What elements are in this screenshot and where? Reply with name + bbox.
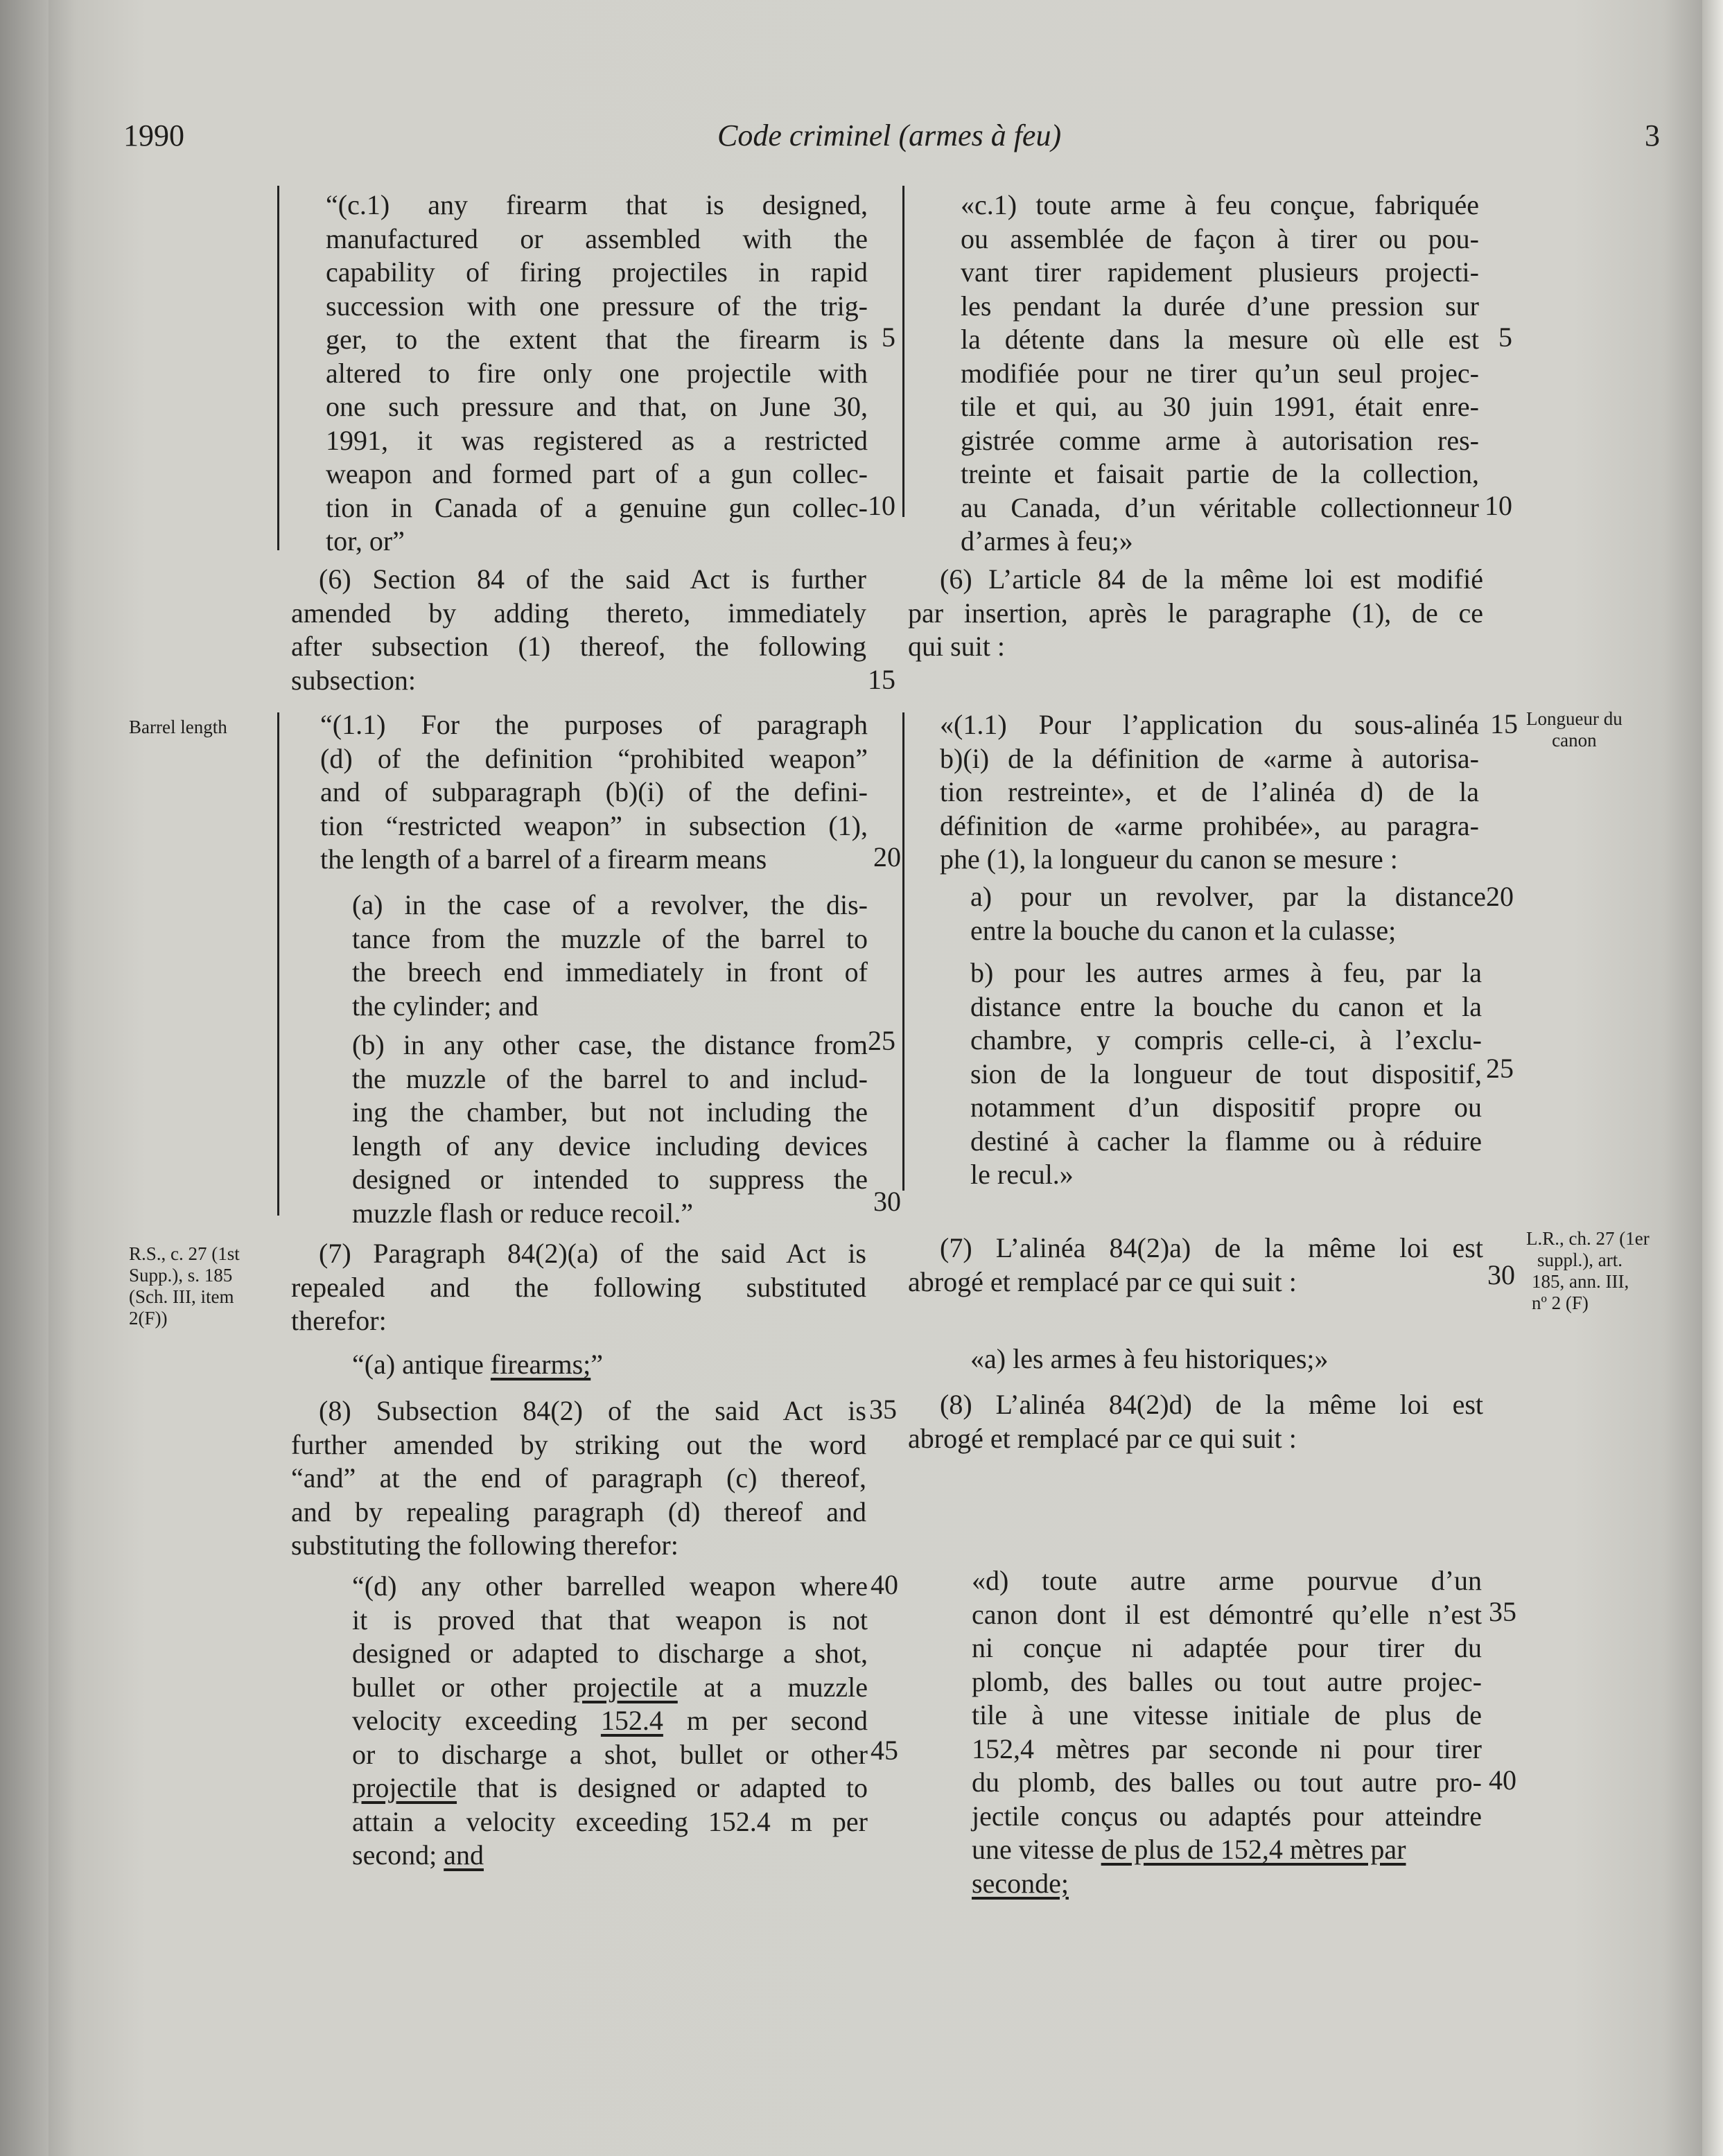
- text-line: plomb, des balles ou tout autre projec-: [972, 1665, 1482, 1697]
- text-line: (a) in the case of a revolver, the dis-: [352, 889, 868, 920]
- text-line: (6) Section 84 of the said Act is further: [319, 563, 866, 595]
- note-line: 2(F)): [129, 1308, 168, 1329]
- text-span: une vitesse: [972, 1834, 1101, 1865]
- text-line: succession with one pressure of the trig-: [326, 290, 868, 322]
- text-line: chambre, y compris celle-ci, à l’exclu-: [970, 1024, 1482, 1055]
- text-line: “(d) any other barrelled weapon where: [352, 1570, 868, 1602]
- change-bar-fr: [902, 186, 904, 517]
- text-line: d’armes à feu;»: [961, 525, 1133, 556]
- text-span: m per second: [663, 1705, 868, 1736]
- note-line: Supp.), s. 185: [129, 1265, 233, 1286]
- text-line: length of any device including devices: [352, 1130, 868, 1162]
- amended-text: de plus de 152,4 mètres par: [1101, 1834, 1406, 1865]
- text-line: one such pressure and that, on June 30,: [326, 391, 868, 422]
- note-line: canon: [1552, 730, 1597, 751]
- fr-subsection-8: [908, 1388, 1483, 1455]
- text-line: b)(i) de la définition de «arme à autorisa-: [940, 742, 1479, 774]
- text-line: ger, to the extent that the firearm is: [326, 324, 868, 355]
- text-line: the breech end immediately in front of: [352, 956, 868, 988]
- change-bar-en: [277, 186, 279, 550]
- text-line: repealed and the following substituted: [291, 1271, 866, 1303]
- text-line: «(1.1) Pour l’application du sous-alinéa: [940, 709, 1479, 740]
- text-line: au Canada, d’un véritable collectionneur: [961, 491, 1479, 523]
- text-line: amended by adding thereto, immediately: [291, 597, 866, 629]
- line-number: 35: [1489, 1596, 1516, 1627]
- amended-text: 152.4: [600, 1705, 663, 1736]
- text-line: abrogé et remplacé par ce qui suit :: [908, 1422, 1297, 1454]
- text-line: the length of a barrel of a firearm means: [320, 843, 767, 875]
- text-line: qui suit :: [908, 631, 1006, 662]
- line-number: 5: [1498, 322, 1512, 353]
- note-line: nº 2 (F): [1532, 1292, 1589, 1313]
- text-line: abrogé et remplacé par ce qui suit :: [908, 1265, 1297, 1297]
- text-line: and by repealing paragraph (d) thereof and: [291, 1496, 866, 1527]
- en-paragraph-a: [352, 888, 868, 1023]
- note-line: L.R., ch. 27 (1er: [1526, 1228, 1650, 1249]
- text-line: le recul.»: [970, 1159, 1074, 1190]
- text-line: tion “restricted weapon” in subsection (1),: [320, 809, 868, 841]
- en-subsection-6: [291, 563, 866, 697]
- fr-subsection-1-1: [940, 708, 1479, 877]
- line-number: 30: [1487, 1259, 1515, 1290]
- text-line: therefor:: [291, 1305, 387, 1336]
- fr-subsection-6: [908, 563, 1483, 664]
- text-line: destiné à cacher la flamme ou à réduire: [970, 1125, 1482, 1157]
- text-line: tion in Canada of a genuine gun collec-: [326, 491, 868, 523]
- text-span: second;: [352, 1839, 444, 1870]
- amended-text: projectile: [572, 1671, 678, 1703]
- note-line: suppl.), art.: [1537, 1250, 1623, 1270]
- line-number: 5: [882, 322, 895, 353]
- marginal-note-lr-citation: [1526, 1228, 1650, 1314]
- text-line: «d) toute autre arme pourvue d’un: [972, 1565, 1482, 1596]
- text-line: la détente dans la mesure où elle est: [961, 324, 1479, 355]
- text-line: “and” at the end of paragraph (c) thereof,: [291, 1462, 866, 1493]
- amended-text: seconde;: [972, 1867, 1069, 1899]
- text-span: that is designed or adapted to: [457, 1772, 868, 1803]
- page-edge: [1702, 0, 1723, 2156]
- line-number: 30: [873, 1186, 901, 1217]
- text-line: manufactured or assembled with the: [326, 222, 868, 254]
- en-subsection-8: [291, 1394, 866, 1563]
- text-line: ing the chamber, but not including the: [352, 1096, 868, 1128]
- text-line: «a) les armes à feu historiques;»: [970, 1343, 1329, 1374]
- line-number: 10: [1485, 490, 1512, 521]
- text-line: jectile conçus ou adaptés pour atteindre: [972, 1800, 1482, 1832]
- text-line: designed or intended to suppress the: [352, 1164, 868, 1195]
- fr-paragraph-a: [970, 880, 1486, 947]
- text-line: canon dont il est démontré qu’elle n’est: [972, 1598, 1482, 1630]
- marginal-note-rs-citation: [129, 1243, 240, 1329]
- text-line: “(c.1) any firearm that is designed,: [326, 189, 868, 220]
- header-year: 1990: [123, 119, 184, 152]
- text-span: velocity exceeding: [352, 1705, 601, 1736]
- text-line: tile à une vitesse initiale de plus de: [972, 1699, 1482, 1730]
- line-number: 25: [868, 1025, 895, 1056]
- text-line: tion restreinte», et de l’alinéa d) de la: [940, 776, 1479, 807]
- text-line: substituting the following therefor:: [291, 1530, 679, 1561]
- change-bar-en: [277, 712, 279, 1216]
- fr-subsection-7: [908, 1232, 1483, 1299]
- text-line: b) pour les autres armes à feu, par la: [970, 957, 1482, 988]
- text-line: designed or adapted to discharge a shot,: [352, 1638, 868, 1669]
- text-line: it is proved that that weapon is not: [352, 1604, 868, 1636]
- line-number: 40: [871, 1569, 898, 1600]
- text-span: bullet or other: [352, 1671, 573, 1703]
- amended-text: and: [444, 1839, 484, 1870]
- text-line: phe (1), la longueur du canon se mesure :: [940, 843, 1398, 875]
- text-line: du plomb, des balles ou tout autre pro-: [972, 1767, 1482, 1798]
- en-antique-firearms: [352, 1348, 868, 1382]
- text-line: tance from the muzzle of the barrel to: [352, 922, 868, 954]
- text-line: ni conçue ni adaptée pour tirer du: [972, 1632, 1482, 1663]
- text-line: notamment d’un dispositif propre ou: [970, 1092, 1482, 1123]
- book-spine-shadow: [0, 0, 49, 2156]
- line-number: 20: [1486, 881, 1514, 912]
- text-line: capability of firing projectiles in rapid: [326, 256, 868, 288]
- text-line: «c.1) toute arme à feu conçue, fabriquée: [961, 189, 1479, 220]
- text-line: gistrée comme arme à autorisation res-: [961, 424, 1479, 456]
- line-number: 20: [873, 841, 901, 873]
- text-line: ou assemblée de façon à tirer ou pou-: [961, 222, 1479, 254]
- text-line: (6) L’article 84 de la même loi est modifié: [940, 563, 1483, 595]
- marginal-note-longueur-du-canon: [1526, 708, 1623, 751]
- text-line: distance entre la bouche du canon et la: [970, 990, 1482, 1022]
- text-line: treinte et faisait partie de la collection,: [961, 458, 1479, 489]
- text-line: les pendant la durée d’une pression sur: [961, 290, 1479, 322]
- text-line: vant tirer rapidement plusieurs projecti-: [961, 256, 1479, 288]
- en-subsection-7: [291, 1237, 866, 1338]
- line-number: 15: [868, 664, 895, 695]
- text-line: (8) L’alinéa 84(2)d) de la même loi est: [940, 1389, 1483, 1420]
- line-number: 10: [868, 490, 895, 521]
- text-line: attain a velocity exceeding 152.4 m per: [352, 1805, 868, 1837]
- text-span: “(a) antique: [352, 1349, 491, 1380]
- text-line: sion de la longueur de tout dispositif,: [970, 1058, 1482, 1089]
- amended-text: firearms;: [490, 1349, 591, 1380]
- fr-paragraph-d: [972, 1564, 1482, 1900]
- text-line: weapon and formed part of a gun collec-: [326, 458, 868, 489]
- en-c1-paragraph: [326, 189, 868, 559]
- text-line: par insertion, après le paragraphe (1), de ce: [908, 597, 1483, 629]
- amended-text: projectile: [352, 1772, 457, 1803]
- text-line: entre la bouche du canon et la culasse;: [970, 914, 1397, 946]
- text-line: the cylinder; and: [352, 990, 539, 1022]
- text-line: (7) L’alinéa 84(2)a) de la même loi est: [940, 1232, 1483, 1263]
- fr-antique-firearms: [970, 1342, 1486, 1376]
- line-number: 45: [871, 1735, 898, 1766]
- note-line: 185, ann. III,: [1532, 1271, 1629, 1292]
- text-line: modifiée pour ne tirer qu’un seul projec-: [961, 357, 1479, 389]
- text-line: or to discharge a shot, bullet or other: [352, 1738, 868, 1770]
- page-number: 3: [1645, 119, 1660, 152]
- marginal-note-barrel-length: Barrel length: [129, 717, 227, 737]
- note-line: (Sch. III, item: [129, 1286, 234, 1307]
- text-line: “(1.1) For the purposes of paragraph: [320, 709, 868, 740]
- text-line: (d) of the definition “prohibited weapon”: [320, 742, 868, 774]
- text-line: (7) Paragraph 84(2)(a) of the said Act is: [319, 1238, 866, 1269]
- text-line: 152,4 mètres par seconde ni pour tirer: [972, 1733, 1482, 1764]
- text-line: after subsection (1) thereof, the following: [291, 631, 866, 662]
- text-line: altered to fire only one projectile with: [326, 357, 868, 389]
- fr-paragraph-b: [970, 956, 1482, 1192]
- header-title: Code criminel (armes à feu): [717, 119, 1062, 152]
- note-line: R.S., c. 27 (1st: [129, 1243, 240, 1264]
- en-subsection-1-1: [320, 708, 868, 877]
- line-number: 15: [1490, 708, 1518, 739]
- line-number: 40: [1489, 1764, 1516, 1796]
- text-line: tor, or”: [326, 525, 405, 556]
- text-line: muzzle flash or reduce recoil.”: [352, 1197, 693, 1229]
- text-line: tile et qui, au 30 juin 1991, était enre-: [961, 391, 1479, 422]
- en-paragraph-b: [352, 1028, 868, 1230]
- text-span: at a muzzle: [677, 1671, 868, 1703]
- text-line: further amended by striking out the word: [291, 1428, 866, 1460]
- text-line: (b) in any other case, the distance from: [352, 1029, 868, 1060]
- line-number: 35: [869, 1394, 897, 1425]
- text-line: and of subparagraph (b)(i) of the defini-: [320, 776, 868, 807]
- text-line: the muzzle of the barrel to and includ-: [352, 1062, 868, 1094]
- text-line: (8) Subsection 84(2) of the said Act is: [319, 1395, 866, 1426]
- text-line: définition de «arme prohibée», au paragra-: [940, 809, 1479, 841]
- line-number: 25: [1486, 1053, 1514, 1084]
- fr-c1-paragraph: [961, 189, 1479, 559]
- text-line: 1991, it was registered as a restricted: [326, 424, 868, 456]
- text-line: subsection:: [291, 664, 416, 696]
- change-bar-fr: [902, 712, 904, 1191]
- en-paragraph-d: [352, 1570, 868, 1873]
- note-line: Longueur du: [1526, 708, 1623, 729]
- text-span: ”: [591, 1349, 604, 1380]
- text-line: a) pour un revolver, par la distance: [970, 881, 1486, 912]
